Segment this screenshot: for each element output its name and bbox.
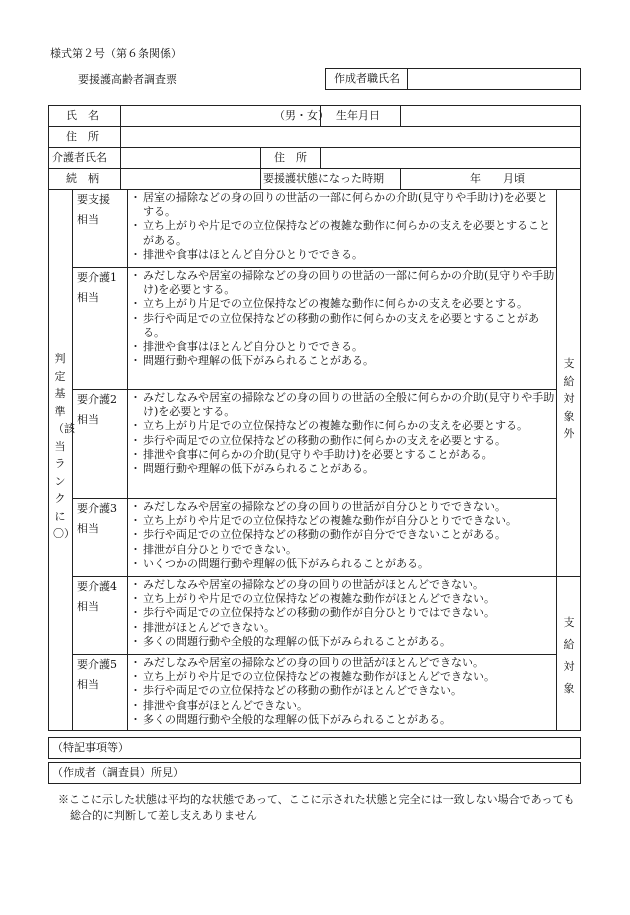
rank-criteria-list [131, 656, 555, 727]
relation-label: 続 柄 [66, 172, 99, 185]
criteria-item [131, 219, 555, 247]
criteria-item [131, 434, 555, 448]
rank-line [72, 267, 556, 268]
criteria-item [131, 419, 555, 433]
criteria-text: 排泄がほとんどできない。 [143, 620, 275, 634]
criteria-text: 排泄や食事はほとんど自分ひとりでできる。 [143, 340, 363, 354]
bullet-icon: ・ [130, 191, 141, 204]
col-line [120, 105, 121, 189]
rank-suffix: 相当 [77, 678, 99, 691]
col-line [400, 105, 401, 126]
rank-criteria-list [131, 578, 555, 649]
judgment-side-label: 判定基準（該当ランクに〇） [53, 352, 75, 540]
bullet-icon: ・ [130, 297, 141, 311]
criteria-item [131, 684, 555, 698]
criteria-text: 多くの問題行動や全般的な理解の低下がみられることがある。 [143, 634, 451, 648]
bullet-icon: ・ [130, 433, 141, 447]
bullet-icon: ・ [130, 712, 141, 726]
bullet-icon: ・ [130, 391, 141, 404]
caregiver-address-field[interactable] [322, 149, 578, 167]
criteria-text: 居室の掃除などの身の回りの世話の一部に何らかの介助(見守りや手助け)を必要とする。 [143, 191, 548, 219]
criteria-item [131, 340, 555, 354]
criteria-text: 排泄や食事がほとんどできない。 [143, 698, 308, 712]
bullet-icon: ・ [130, 670, 141, 684]
criteria-text: 立ち上がり片足での立位保持などの複雑な動作に何らかの支えを必要とする。 [143, 297, 528, 311]
caregiver-label: 介護者氏名 [52, 151, 107, 164]
rank-suffix: 相当 [77, 213, 99, 226]
onset-time-label: 要援護状態になった時期 [263, 172, 384, 185]
form-title: 要援護高齢者調査票 [78, 73, 177, 86]
rank-suffix: 相当 [77, 522, 99, 535]
col-line [72, 189, 73, 731]
criteria-item [131, 354, 555, 368]
bullet-icon: ・ [130, 634, 141, 648]
address-field[interactable] [122, 128, 578, 146]
criteria-text: みだしなみや居室の掃除などの身の回りの世話がほとんどできない。 [143, 578, 484, 591]
criteria-text: 立ち上がりや片足での立位保持などの複雑な動作がほとんどできない。 [143, 670, 495, 684]
criteria-text: 歩行や両足での立位保持などの移動の動作に何らかの支えを必要とする。 [143, 433, 506, 447]
bullet-icon: ・ [130, 578, 141, 591]
rank-suffix: 相当 [77, 291, 99, 304]
criteria-text: 歩行や両足での立位保持などの移動の動作がほとんどできない。 [143, 684, 462, 698]
criteria-item [131, 670, 555, 684]
criteria-text: 問題行動や理解の低下がみられることがある。 [143, 462, 374, 476]
col-line [556, 189, 557, 731]
criteria-text: みだしなみや居室の掃除などの身の回りの世話がほとんどできない。 [143, 656, 484, 669]
criteria-text: 歩行や両足での立位保持などの移動の動作に何らかの支えを必要とすることがある。 [143, 311, 539, 339]
eligibility-divider [556, 576, 581, 577]
name-field[interactable] [122, 107, 272, 125]
bullet-icon: ・ [130, 606, 141, 620]
rank-name[interactable]: 要介護1 [77, 271, 117, 284]
criteria-item [131, 592, 555, 606]
row-line [48, 126, 581, 127]
bullet-icon: ・ [130, 684, 141, 698]
criteria-item [131, 448, 555, 462]
author-name-field[interactable] [410, 70, 578, 88]
bullet-icon: ・ [130, 514, 141, 528]
criteria-item [131, 391, 555, 419]
birthdate-label: 生年月日 [336, 109, 380, 122]
criteria-item [131, 312, 555, 340]
criteria-item [131, 699, 555, 713]
onset-date-field[interactable]: 年 月頃 [470, 172, 525, 185]
criteria-text: 問題行動や理解の低下がみられることがある。 [143, 354, 374, 368]
criteria-item [131, 462, 555, 476]
criteria-text: 排泄が自分ひとりでできない。 [143, 542, 297, 556]
bullet-icon: ・ [130, 462, 141, 476]
rank-line [72, 576, 556, 577]
footnote: ※ここに示した状態は平均的な状態であって、ここに示された状態と完全には一致しない場合であっても総合的に判断して差し支えありません [58, 793, 575, 822]
criteria-item [131, 656, 555, 670]
rank-suffix: 相当 [77, 600, 99, 613]
rank-name[interactable]: 要介護2 [77, 393, 117, 406]
bullet-icon: ・ [130, 620, 141, 634]
bullet-icon: ・ [130, 698, 141, 712]
criteria-item [131, 528, 555, 542]
author-label: 作成者職氏名 [334, 72, 400, 85]
name-label: 氏 名 [66, 109, 99, 122]
criteria-text: みだしなみや居室の掃除などの身の回りの世話が自分ひとりでできない。 [143, 500, 506, 513]
rank-name[interactable]: 要介護4 [77, 580, 117, 593]
criteria-item [131, 191, 555, 219]
criteria-item [131, 297, 555, 311]
criteria-item [131, 543, 555, 557]
not-eligible-label: 支給対象外 [563, 357, 575, 440]
caregiver-address-label: 住 所 [274, 151, 307, 164]
form-number: 様式第２号（第６条関係） [50, 47, 182, 60]
criteria-text: みだしなみや居室の掃除などの身の回りの世話の一部に何らかの介助(見守りや手助け)を必要とする。 [143, 269, 555, 297]
rank-criteria-list [131, 269, 555, 368]
bullet-icon: ・ [130, 419, 141, 433]
relation-field[interactable] [122, 170, 258, 188]
rank-name[interactable]: 要介護5 [77, 658, 117, 671]
rank-line [72, 654, 556, 655]
bullet-icon: ・ [130, 656, 141, 669]
address-label: 住 所 [66, 130, 99, 143]
bullet-icon: ・ [130, 528, 141, 542]
criteria-item [131, 606, 555, 620]
sex-label[interactable]: （男・女） [274, 109, 329, 122]
criteria-item [131, 269, 555, 297]
criteria-text: 多くの問題行動や全般的な理解の低下がみられることがある。 [143, 712, 451, 726]
opinion-label: （作成者（調査員）所見） [52, 766, 184, 779]
rank-criteria-list [131, 500, 555, 571]
criteria-item [131, 621, 555, 635]
row-line [48, 147, 581, 148]
bullet-icon: ・ [130, 556, 141, 570]
criteria-text: 立ち上がり片足での立位保持などの複雑な動作に何らかの支えを必要とする。 [143, 419, 528, 433]
bullet-icon: ・ [130, 247, 141, 261]
criteria-item [131, 514, 555, 528]
rank-criteria-list [131, 191, 555, 262]
rank-suffix: 相当 [77, 413, 99, 426]
col-line [260, 147, 261, 189]
col-line [400, 168, 401, 189]
special-notes-label: （特記事項等） [52, 741, 129, 754]
rank-line [72, 498, 556, 499]
col-line [127, 189, 128, 731]
bullet-icon: ・ [130, 447, 141, 461]
criteria-item [131, 635, 555, 649]
bullet-icon: ・ [130, 542, 141, 556]
bullet-icon: ・ [130, 340, 141, 354]
birthdate-field[interactable] [402, 107, 578, 125]
rank-line [72, 389, 556, 390]
bullet-icon: ・ [130, 500, 141, 513]
rank-name[interactable]: 要介護3 [77, 502, 117, 515]
criteria-text: 立ち上がりや片足での立位保持などの複雑な動作に何らかの支えを必要とすることがある。 [143, 219, 550, 247]
criteria-text: みだしなみや居室の掃除などの身の回りの世話の全般に何らかの介助(見守りや手助け)を必要とする。 [143, 391, 555, 419]
criteria-item [131, 500, 555, 514]
criteria-text: 立ち上がりや片足での立位保持などの複雑な動作が自分ひとりでできない。 [143, 514, 517, 528]
criteria-text: 立ち上がりや片足での立位保持などの複雑な動作がほとんどできない。 [143, 592, 495, 606]
criteria-item [131, 248, 555, 262]
criteria-item [131, 713, 555, 727]
rank-criteria-list [131, 391, 555, 476]
criteria-item [131, 578, 555, 592]
criteria-text: いくつかの問題行動や理解の低下がみられることがある。 [143, 556, 429, 570]
bullet-icon: ・ [130, 219, 141, 233]
rank-name[interactable]: 要支援 [77, 193, 110, 206]
criteria-text: 排泄や食事はほとんど自分ひとりでできる。 [143, 247, 363, 261]
eligible-label: 支給対象 [563, 616, 575, 695]
bullet-icon: ・ [130, 311, 141, 325]
criteria-text: 歩行や両足での立位保持などの移動の動作が自分ひとりではできない。 [143, 606, 495, 620]
bullet-icon: ・ [130, 354, 141, 368]
bullet-icon: ・ [130, 592, 141, 606]
criteria-text: 排泄や食事に何らかの介助(見守りや手助け)を必要とすることがある。 [143, 447, 493, 461]
caregiver-name-field[interactable] [122, 149, 258, 167]
criteria-item [131, 557, 555, 571]
criteria-text: 歩行や両足での立位保持などの移動の動作が自分でできないことがある。 [143, 528, 506, 542]
bullet-icon: ・ [130, 269, 141, 282]
row-line [48, 168, 581, 169]
col-line [320, 147, 321, 168]
author-divider [407, 68, 408, 90]
